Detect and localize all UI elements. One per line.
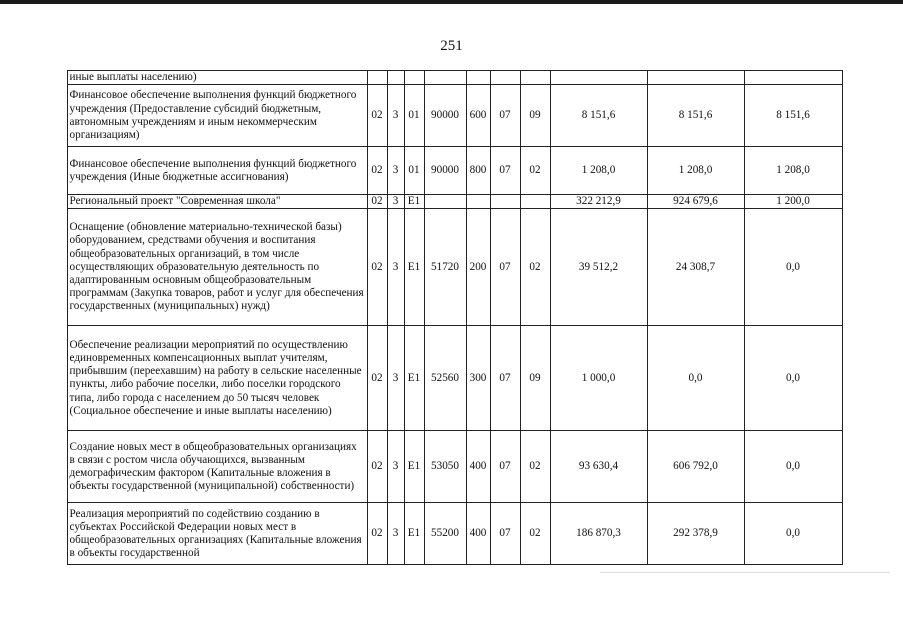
amount-year-2-cell: 1 208,0 <box>647 147 744 195</box>
amount-year-1-cell: 39 512,2 <box>550 209 647 326</box>
code-cell-2: 3 <box>387 326 404 431</box>
page-number: 251 <box>440 38 463 54</box>
table-row <box>44 326 842 431</box>
subsection-cell: 02 <box>520 147 550 195</box>
scan-top-border <box>0 0 903 4</box>
subsection-cell: 02 <box>520 209 550 326</box>
budget-table <box>44 70 843 565</box>
section-cell: 07 <box>490 326 520 431</box>
row-name-cell: иные выплаты населению) <box>67 71 367 85</box>
amount-year-2-cell: 606 792,0 <box>647 431 744 503</box>
amount-year-3-cell: 1 200,0 <box>744 195 842 209</box>
section-cell: 07 <box>490 503 520 565</box>
code-cell-1: 02 <box>367 147 387 195</box>
expense-type-cell: 200 <box>466 209 490 326</box>
amount-year-3-cell <box>744 71 842 85</box>
amount-year-3-cell: 0,0 <box>744 326 842 431</box>
subsection-cell <box>520 71 550 85</box>
target-article-cell <box>424 71 466 85</box>
table-row <box>44 195 842 209</box>
section-cell: 07 <box>490 431 520 503</box>
code-cell-1: 02 <box>367 195 387 209</box>
margin-cell <box>44 85 67 147</box>
section-cell: 07 <box>490 209 520 326</box>
section-cell: 07 <box>490 147 520 195</box>
code-cell-3: E1 <box>404 326 424 431</box>
row-name-cell: Оснащение (обновление материально-технической базы) оборудованием, средствами обучения и воспитания общеобразовательных организаций, в том числе осуществляющих образовательную деятельность по адаптированным основным общеобразовательным программам (Закупка товаров, работ и услуг для обеспечения государственных (муниципальных) нужд) <box>67 209 367 326</box>
amount-year-3-cell: 8 151,6 <box>744 85 842 147</box>
expense-type-cell: 300 <box>466 326 490 431</box>
amount-year-2-cell: 0,0 <box>647 326 744 431</box>
code-cell-3: 01 <box>404 85 424 147</box>
margin-cell <box>44 503 67 565</box>
subsection-cell: 09 <box>520 85 550 147</box>
amount-year-2-cell <box>647 71 744 85</box>
table-row <box>44 209 842 326</box>
table-row <box>44 71 842 85</box>
table-row <box>44 85 842 147</box>
row-name-cell: Региональный проект "Современная школа" <box>67 195 367 209</box>
amount-year-3-cell: 0,0 <box>744 503 842 565</box>
code-cell-2 <box>387 71 404 85</box>
margin-cell <box>44 431 67 503</box>
expense-type-cell: 400 <box>466 503 490 565</box>
code-cell-2: 3 <box>387 503 404 565</box>
target-article-cell: 90000 <box>424 147 466 195</box>
amount-year-2-cell: 8 151,6 <box>647 85 744 147</box>
subsection-cell: 02 <box>520 503 550 565</box>
expense-type-cell <box>466 71 490 85</box>
expense-type-cell: 800 <box>466 147 490 195</box>
target-article-cell <box>424 195 466 209</box>
margin-cell <box>44 209 67 326</box>
amount-year-1-cell: 186 870,3 <box>550 503 647 565</box>
row-name-cell: Создание новых мест в общеобразовательных организациях в связи с ростом числа обучающихся, вызванным демографическим фактором (Капитальные вложения в объекты государственной (муниципальной) собственности) <box>67 431 367 503</box>
table-row <box>44 147 842 195</box>
code-cell-3: E1 <box>404 195 424 209</box>
amount-year-3-cell: 0,0 <box>744 431 842 503</box>
amount-year-3-cell: 1 208,0 <box>744 147 842 195</box>
margin-cell <box>44 326 67 431</box>
code-cell-2: 3 <box>387 431 404 503</box>
row-name-cell: Финансовое обеспечение выполнения функций бюджетного учреждения (Иные бюджетные ассигнования) <box>67 147 367 195</box>
expense-type-cell: 400 <box>466 431 490 503</box>
row-name-cell: Реализация мероприятий по содействию созданию в субъектах Российской Федерации новых мест в общеобразовательных организациях (Капитальные вложения в объекты государственной <box>67 503 367 565</box>
code-cell-2: 3 <box>387 85 404 147</box>
target-article-cell: 51720 <box>424 209 466 326</box>
code-cell-3: E1 <box>404 209 424 326</box>
margin-cell <box>44 147 67 195</box>
amount-year-2-cell: 292 378,9 <box>647 503 744 565</box>
code-cell-1: 02 <box>367 85 387 147</box>
code-cell-2: 3 <box>387 147 404 195</box>
expense-type-cell <box>466 195 490 209</box>
amount-year-1-cell: 1 000,0 <box>550 326 647 431</box>
amount-year-1-cell: 1 208,0 <box>550 147 647 195</box>
subsection-cell <box>520 195 550 209</box>
code-cell-2: 3 <box>387 209 404 326</box>
scan-artifact-line <box>600 572 890 573</box>
section-cell <box>490 195 520 209</box>
code-cell-3: 01 <box>404 147 424 195</box>
amount-year-3-cell: 0,0 <box>744 209 842 326</box>
target-article-cell: 52560 <box>424 326 466 431</box>
target-article-cell: 53050 <box>424 431 466 503</box>
row-name-cell: Финансовое обеспечение выполнения функций бюджетного учреждения (Предоставление субсидий бюджетным, автономным учреждениям и иным некоммерческим организациям) <box>67 85 367 147</box>
subsection-cell: 02 <box>520 431 550 503</box>
amount-year-1-cell: 322 212,9 <box>550 195 647 209</box>
code-cell-3 <box>404 71 424 85</box>
amount-year-2-cell: 924 679,6 <box>647 195 744 209</box>
code-cell-1 <box>367 71 387 85</box>
row-name-cell: Обеспечение реализации мероприятий по осуществлению единовременных компенсационных выплат учителям, прибывшим (переехавшим) на работу в сельские населенные пункты, либо рабочие поселки, либо поселки городского типа, либо города с населением до 50 тысяч человек (Социальное обеспечение и иные выплаты населению) <box>67 326 367 431</box>
code-cell-1: 02 <box>367 209 387 326</box>
code-cell-2: 3 <box>387 195 404 209</box>
amount-year-1-cell: 8 151,6 <box>550 85 647 147</box>
margin-cell <box>44 71 67 85</box>
section-cell: 07 <box>490 85 520 147</box>
code-cell-3: E1 <box>404 503 424 565</box>
table-row <box>44 503 842 565</box>
amount-year-1-cell: 93 630,4 <box>550 431 647 503</box>
table-row <box>44 431 842 503</box>
target-article-cell: 55200 <box>424 503 466 565</box>
amount-year-1-cell <box>550 71 647 85</box>
code-cell-1: 02 <box>367 431 387 503</box>
code-cell-3: E1 <box>404 431 424 503</box>
expense-type-cell: 600 <box>466 85 490 147</box>
section-cell <box>490 71 520 85</box>
target-article-cell: 90000 <box>424 85 466 147</box>
code-cell-1: 02 <box>367 503 387 565</box>
amount-year-2-cell: 24 308,7 <box>647 209 744 326</box>
code-cell-1: 02 <box>367 326 387 431</box>
margin-cell <box>44 195 67 209</box>
subsection-cell: 09 <box>520 326 550 431</box>
